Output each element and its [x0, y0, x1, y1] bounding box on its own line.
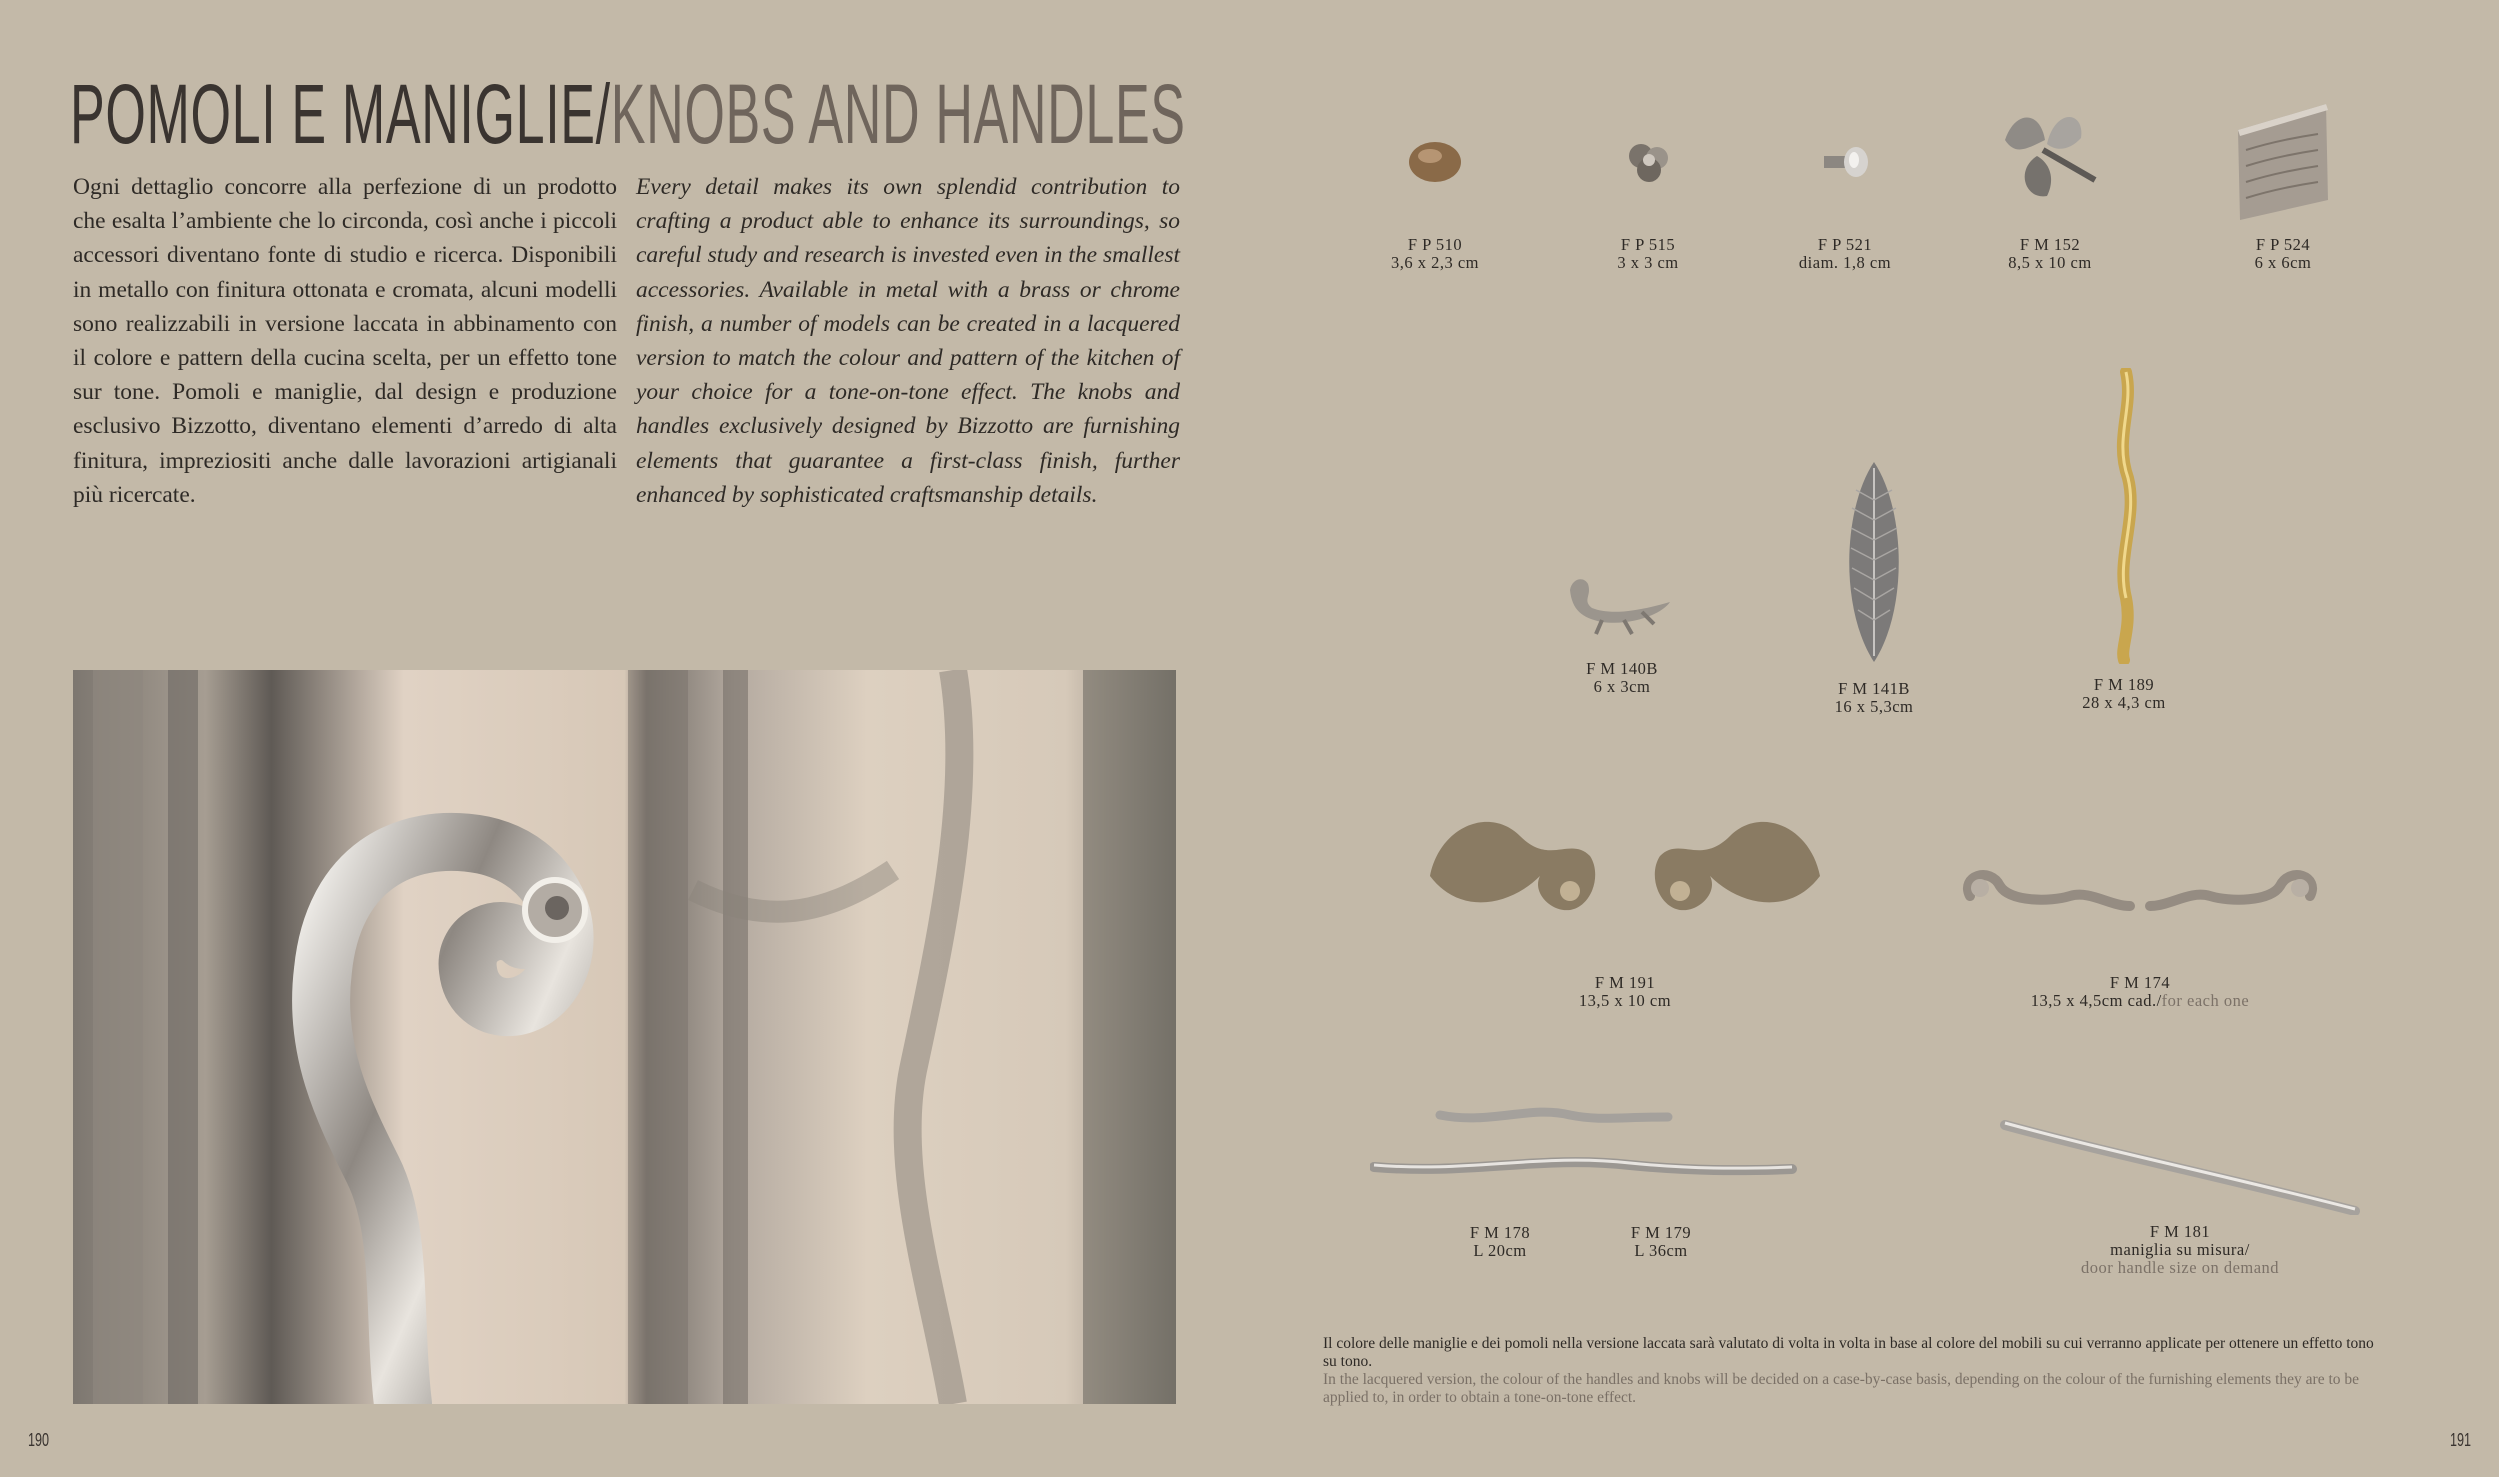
product-code: F P 524 [2255, 235, 2311, 254]
knob-fp515-image [1613, 120, 1683, 200]
product-size: 3,6 x 2,3 cm [1390, 253, 1480, 272]
product-fm189 [2064, 368, 2184, 712]
title-english: KNOBS AND HANDLES [610, 67, 1186, 161]
product-fp521 [1790, 120, 1900, 272]
product-size-english: for each one [2161, 991, 2250, 1010]
intro-english: Every detail makes its own splendid contribution to crafting a product able to enhance its surroundings, so careful study and research is invested even in the smallest accessories. Available in metal with a brass or chrome finish, a number of models can be created in a lacquered version to match the colour and pattern of the kitchen of your choice for a tone-on-tone effect. The knobs and handles exclusively designed by Bizzotto are furnishing elements that guarantee a first-class finish, further enhanced by sophisticated craftsmanship details. [636, 174, 1180, 508]
product-size-english: door handle size on demand [2080, 1258, 2280, 1277]
handle-fm141b-leaf-image [1834, 460, 1914, 664]
product-size: L 36cm [1634, 1241, 1688, 1260]
note-english: In the lacquered version, the colour of the handles and knobs will be decided on a case-by-case basis, depending on the colour of the furnishing elements they are to be applied to, in order to obtain a tone-on-tone effect. [1323, 1371, 2360, 1406]
knob-fp524-image [2218, 100, 2348, 220]
product-size: 16 x 5,3cm [1834, 697, 1914, 716]
product-size: 8,5 x 10 cm [2008, 253, 2092, 272]
product-size: L 20cm [1473, 1241, 1527, 1260]
product-code: F M 179 [1630, 1223, 1692, 1242]
product-code: F M 141B [1838, 679, 1910, 698]
product-code: F M 181 [2149, 1222, 2211, 1241]
product-code: F M 152 [2019, 235, 2081, 254]
product-code: F P 515 [1620, 235, 1676, 254]
product-code: F P 510 [1407, 235, 1463, 254]
product-size: 13,5 x 10 cm [1578, 991, 1672, 1010]
title-italian: POMOLI E MANIGLIE/ [70, 67, 611, 161]
product-fm179 [1601, 1224, 1721, 1260]
product-fp515 [1593, 120, 1703, 272]
product-size: maniglia su misura/ [2110, 1240, 2250, 1259]
product-size: 6 x 6cm [2254, 253, 2312, 272]
product-size: 6 x 3cm [1593, 677, 1651, 696]
product-code: F P 521 [1817, 235, 1873, 254]
product-size: 28 x 4,3 cm [2082, 693, 2166, 712]
handles-fm178-fm179-image [1370, 1095, 1800, 1185]
handle-fm189-brass-image [2104, 368, 2144, 664]
product-code: F M 140B [1586, 659, 1658, 678]
product-code: F M 174 [2109, 973, 2171, 992]
handle-fm191-ornament-image [1420, 796, 1830, 934]
page-number-left: 190 [28, 1430, 50, 1450]
page-title [70, 67, 1186, 161]
product-fp524 [2218, 100, 2348, 272]
product-fm140b [1562, 560, 1682, 696]
product-code: F M 189 [2093, 675, 2155, 694]
product-size: diam. 1,8 cm [1798, 253, 1892, 272]
handle-fm181-image [1995, 1115, 2365, 1215]
intro-italian: Ogni dettaglio concorre alla perfezione di un prodotto che esalta l’ambiente che lo circonda, così anche i piccoli accessori diventano fonte di studio e ricerca. Disponibili in metallo con finitura ottonata e cromata, alcuni modelli sono realizzabili in versione laccata in abbinamento con il colore e pattern della cucina scelta, per un effetto tone sur tone. Pomoli e maniglie, dal design e produzione esclusivo Bizzotto, diventano elementi d’arredo di alta finitura, impreziositi anche dalle lavorazioni artigianali più ricercate. [73, 174, 617, 508]
handle-photo [73, 670, 1176, 1404]
note-italian: Il colore delle maniglie e dei pomoli nella versione laccata sarà valutato di volta in volta in base al colore del mobili su cui verranno applicate per ottenere un effetto tono su tono. [1323, 1335, 2374, 1370]
product-fm152 [1985, 100, 2115, 272]
product-code: F M 191 [1594, 973, 1656, 992]
product-fm178 [1440, 1224, 1560, 1260]
product-fp510 [1380, 120, 1490, 272]
product-fm181 [1980, 1115, 2380, 1277]
lacquer-note [1323, 1335, 2383, 1407]
product-size: 13,5 x 4,5cm cad./ [2030, 991, 2162, 1010]
product-fm178-fm179-image [1370, 1095, 1800, 1185]
handle-fm174-scroll-image [1950, 846, 2330, 934]
product-fm174 [1950, 846, 2330, 1010]
product-fm191 [1420, 796, 1830, 1010]
knob-fp510-image [1400, 120, 1470, 200]
product-code: F M 178 [1469, 1223, 1531, 1242]
product-size: 3 x 3 cm [1617, 253, 1679, 272]
page-number-right: 191 [2449, 1430, 2471, 1450]
product-fm141b [1814, 460, 1934, 716]
knob-fp521-image [1810, 120, 1880, 200]
knob-fm152-leaf-image [1985, 100, 2115, 220]
handle-fm140b-lizard-image [1562, 560, 1682, 650]
